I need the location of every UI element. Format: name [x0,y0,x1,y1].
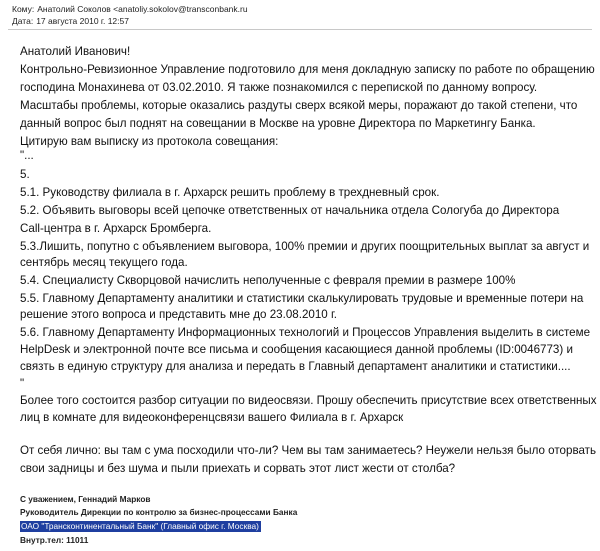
body-line: 5.1. Руководству филиала в г. Архарск решить проблему в трехдневный срок. [20,186,440,199]
quote-close: " [20,377,25,390]
body-line: данный вопрос был поднят на совещании в Москве на уровне Директора по Маркетингу Банка. [20,117,536,130]
body-line: 5.6. Главному Департаменту Информационных технологий и Процессов Управления выделить в системе [20,326,591,339]
body-line: лиц в комнате для видеоконференцсвязи вашего Филиала в г. Архарск [20,411,404,424]
signature-regards: С уважением, Геннадий Марков [20,494,151,504]
body-line: связть в единую структуру для анализа и передать в Главный департамент аналитики и статистики.... [20,360,571,373]
body-line: 5.4. Специалисту Скворцовой начислить неполученные с февраля премии в размере 100% [20,274,516,287]
body-line: Цитирую вам выписку из протокола совещания: [20,135,279,148]
body-line: 5.5. Главному Департаменту аналитики и статистики скалькулировать трудовые и временные потери на [20,292,584,305]
signature-company-highlight[interactable]: ОАО "Трансконтинентальный Банк" (Главный офис г. Москва) [21,521,259,531]
body-line: 5. [20,168,30,181]
body-line: Контрольно-Ревизионное Управление подготовило для меня докладную записку по работе по обращению [20,63,595,76]
header-divider [8,29,592,30]
body-line: господина Монахинева от 03.02.2010. Я также познакомился с перепиской по данному вопросу. [20,81,538,94]
to-label: Кому: [12,4,35,14]
body-line: 5.3.Лишить, попутно с объявлением выговора, 100% премии и других поощрительных выплат за август и [20,240,590,253]
quote-open: "... [20,149,34,162]
date-label: Дата: [12,16,34,26]
date-row [12,16,129,27]
signature-position: Руководитель Дирекции по контролю за бизнес-процессами Банка [20,507,298,517]
body-line: Call-центра в г. Архарск Бромберга. [20,222,212,235]
body-line: сентябрь месяц текущего года. [20,256,188,269]
to-value[interactable]: Анатолий Соколов <anatoliy.sokolov@transconbank.ru [37,4,248,14]
to-row [12,4,248,15]
body-line: Более того состоится разбор ситуации по видеосвязи. Прошу обеспечить присутствие всех ответственных [20,394,597,407]
signature-company [20,521,261,531]
greeting: Анатолий Иванович! [20,45,131,58]
signature-phone: Внутр.тел: 11011 [20,535,89,545]
date-value: 17 августа 2010 г. 12:57 [36,16,129,26]
body-line: От себя лично: вы там с ума посходили что-ли? Чем вы там занимаетесь? Неужели нельзя было оторвать [20,444,597,457]
body-line: HelpDesk и электронной почте все письма и сообщения касающиеся данной проблемы (ID:0046773) и [20,343,573,356]
body-line: 5.2. Объявить выговоры всей цепочке ответственных от начальника отдела Сологуба до Директора [20,204,560,217]
body-line: решение этого вопроса и представить мне до 23.08.2010 г. [20,308,338,321]
body-line: Масштабы проблемы, которые оказались раздуты сверх всякой меры, поражают до такой степени, что [20,99,578,112]
body-line: свои задницы и без шума и пыли приехать и сорвать этот лист жести от столба? [20,462,456,475]
